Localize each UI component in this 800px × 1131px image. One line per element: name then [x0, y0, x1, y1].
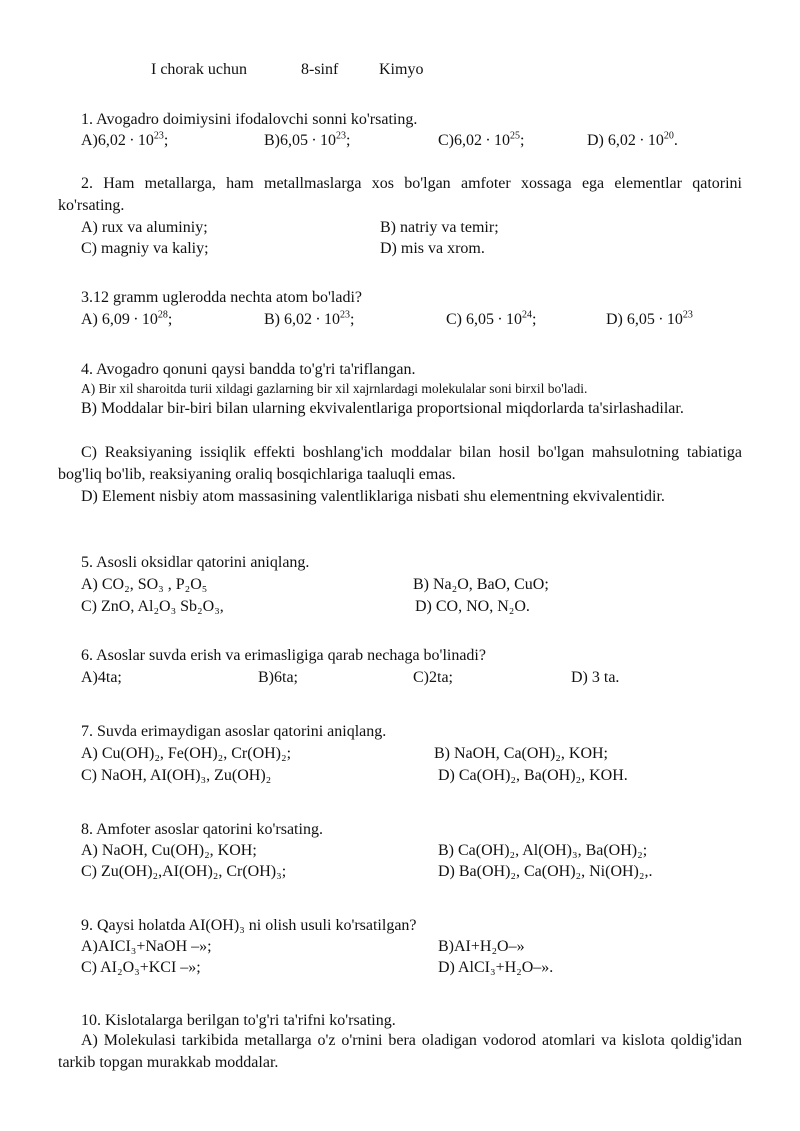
question-7-option-b: B) NaOH, Ca(OH)₂, KOH;: [434, 745, 608, 762]
question-3-option-c: C) $6,05 \cdot 10^{24}$;: [446, 309, 537, 328]
question-4-option-c: C) Reaksiyaning issiqlik effekti boshlang'ich moddalar bilan hosil bo'lgan mahsulotning tabiatiga bog'liq bo'lib, reaksiyaning oraliq bosqichlariga taaluqli emas.: [58, 444, 742, 483]
question-2-option-d: D) mis va xrom.: [380, 240, 485, 257]
question-3-option-a: A) $6,09 \cdot 10^{28}$;: [81, 309, 173, 328]
question-6-option-b: B)6ta;: [258, 669, 298, 686]
question-1-option-a: $A)6,02 \cdot 10^{23}$;: [81, 130, 169, 149]
question-5-option-b: B) Na₂O, BaO, CuO;: [413, 576, 549, 593]
question-9-option-b: B)AI+H₂O–»: [438, 938, 525, 955]
question-4-option-b: B) Moddalar bir-biri bilan ularning ekvivalentlariga proportsional miqdorlarda ta'sirlashadilar.: [81, 400, 684, 417]
question-7-option-c: C) NaOH, AI(OH)₃, Zu(OH)₂: [81, 767, 272, 784]
question-8-option-b: B) Ca(OH)₂, Al(OH)₃, Ba(OH)₂;: [438, 842, 648, 859]
question-2-option-b: B) natriy va temir;: [380, 219, 499, 236]
question-7-text: 7. Suvda erimaydigan asoslar qatorini aniqlang.: [81, 723, 387, 740]
question-10-text: 10. Kislotalarga berilgan to'g'ri ta'rifni ko'rsating.: [81, 1012, 396, 1029]
question-3-option-b: B) $6,02 \cdot 10^{23}$;: [264, 309, 355, 328]
question-7-option-a: A) Cu(OH)₂, Fe(OH)₂, Cr(OH)₂;: [81, 745, 292, 762]
question-8-option-a: A) NaOH, Cu(OH)₂, KOH;: [81, 842, 257, 859]
header-title-part3: Kimyo: [379, 61, 424, 78]
question-6-option-d: D) 3 ta.: [571, 669, 620, 686]
question-9-option-c: C) AI₂O₃+KCI –»;: [81, 959, 201, 976]
question-5-option-d: D) CO, NO, N₂O.: [415, 598, 530, 615]
question-1-option-b: $B)6,05 \cdot 10^{23}$;: [264, 130, 351, 149]
question-9-option-d: D) AlCI₃+H₂O–».: [438, 959, 554, 976]
header-title-part1: I chorak uchun: [151, 61, 247, 78]
question-9-option-a: A)AICI₃+NaOH –»;: [81, 938, 212, 955]
question-8-option-c: C) Zu(OH)₂,AI(OH)₂, Cr(OH)₃;: [81, 863, 287, 880]
question-4-option-a: A) Bir xil sharoitda turii xildagi gazlarning bir xil xajrnlardagi molekulalar soni birxil bo'ladi.: [81, 381, 588, 396]
question-5-option-c: C) ZnO, Al₂O₃ Sb₂O₃,: [81, 598, 224, 615]
question-9-text: 9. Qaysi holatda AI(OH)₃ ni olish usuli ko'rsatilgan?: [81, 917, 417, 934]
question-3-option-d: D) $6,05 \cdot 10^{23}$: [606, 309, 693, 328]
header-title-part2: 8-sinf: [301, 61, 339, 78]
question-3-text: 3.12 gramm uglerodda nechta atom bo'ladi?: [81, 289, 363, 306]
question-4-text: 4. Avogadro qonuni qaysi bandda to'g'ri ta'riflangan.: [81, 361, 416, 378]
question-2-option-c: C) magniy va kaliy;: [81, 240, 209, 257]
question-2-text: 2. Ham metallarga, ham metallmaslarga xos bo'lgan amfoter xossaga ega elementlar qatorini ko'rsating.: [58, 175, 742, 214]
question-1-text: 1. Avogadro doimiysini ifodalovchi sonni ko'rsating.: [81, 111, 418, 128]
question-1-option-d: D) $6,02 \cdot 10^{20}$.: [587, 130, 678, 149]
question-6-option-c: C)2ta;: [413, 669, 453, 686]
question-5-text: 5. Asosli oksidlar qatorini aniqlang.: [81, 554, 310, 571]
question-6-option-a: A)4ta;: [81, 669, 122, 686]
question-7-option-d: D) Ca(OH)₂, Ba(OH)₂, KOH.: [438, 767, 628, 784]
question-10-option-a: A) Molekulasi tarkibida metallarga o'z o'rnini bera oladigan vodorod atomlari va kislota qoldig'idan tarkib topgan murakkab moddalar.: [58, 1032, 742, 1071]
question-6-text: 6. Asoslar suvda erish va erimasligiga qarab nechaga bo'linadi?: [81, 647, 486, 664]
question-8-text: 8. Amfoter asoslar qatorini ko'rsating.: [81, 821, 323, 838]
question-4-option-d: D) Element nisbiy atom massasining valentliklariga nisbati shu elementning ekvivalentidir.: [81, 488, 665, 505]
question-5-option-a: A) CO₂, SO₃ , P₂O₅: [81, 576, 208, 593]
question-2-option-a: A) rux va aluminiy;: [81, 219, 208, 236]
question-8-option-d: D) Ba(OH)₂, Ca(OH)₂, Ni(OH)₂,.: [438, 863, 653, 880]
question-1-option-c: $C)6,02 \cdot 10^{25}$;: [438, 130, 525, 149]
